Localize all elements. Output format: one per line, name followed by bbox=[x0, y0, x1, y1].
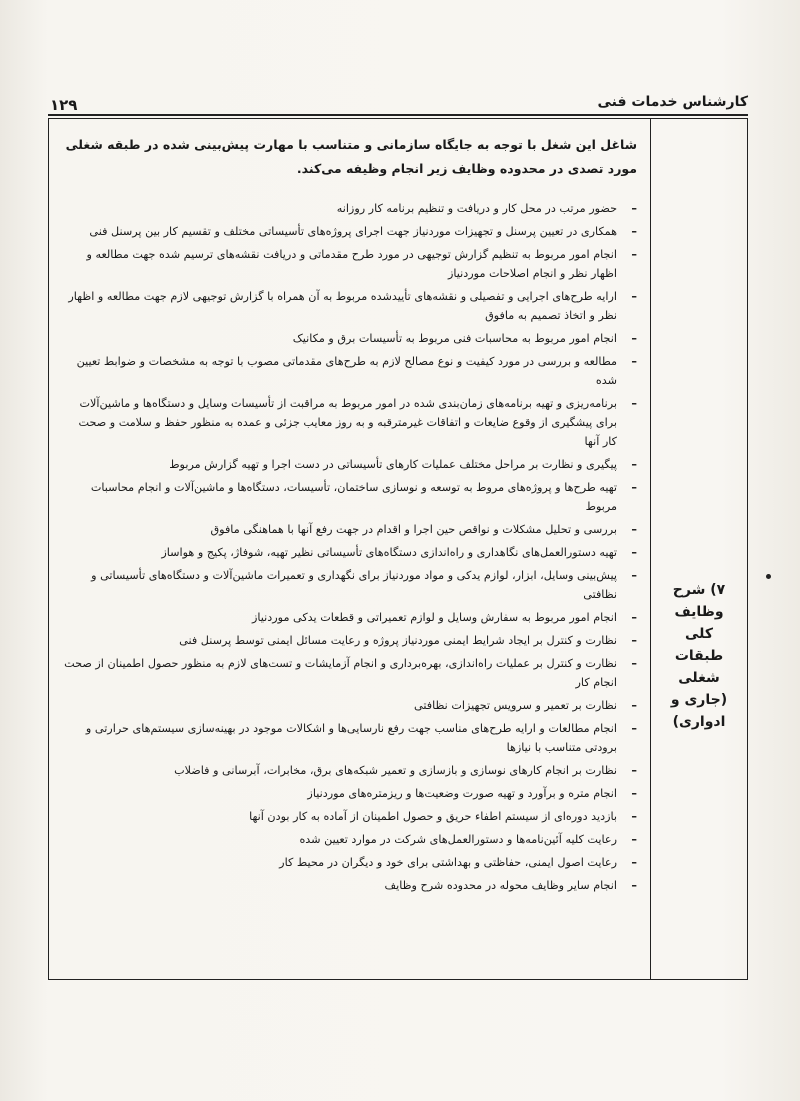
duty-text: ارایه طرح‌های اجرایی و تفصیلی و نقشه‌های تأییدشده مربوط به آن همراه با گزارش توجیهی لازم جهت مطالعه و اظهار نظر و اتخاذ تصمیم به مافوق bbox=[68, 290, 617, 322]
duty-text: انجام مطالعات و ارایه طرح‌های مناسب جهت رفع نارسایی‌ها و اشکالات موجود در بهینه‌سازی سیستم‌های حرارتی و برودتی متناسب با نیازها bbox=[85, 722, 617, 754]
duty-text: نظارت بر انجام کارهای نوسازی و بازسازی و تعمیر شبکه‌های برق، مخابرات، آبرسانی و فاضلاب bbox=[174, 764, 617, 777]
bullet-dash: – bbox=[631, 481, 637, 494]
duty-item bbox=[63, 807, 641, 826]
duty-item bbox=[63, 853, 641, 872]
duty-item bbox=[63, 455, 641, 474]
duty-item bbox=[63, 876, 641, 895]
bullet-dash: – bbox=[631, 879, 637, 892]
section-label-line: کلی bbox=[684, 626, 714, 642]
duty-text: نظارت بر تعمیر و سرویس تجهیزات نظافتی bbox=[414, 699, 617, 712]
duty-item bbox=[63, 719, 641, 757]
bullet-dash: – bbox=[631, 569, 637, 582]
duty-item bbox=[63, 199, 641, 218]
page-number: ۱۲۹ bbox=[50, 96, 78, 114]
duty-text: انجام متره و برآورد و تهیه صورت وضعیت‌ها و ریزمتره‌های موردنیاز bbox=[307, 787, 617, 800]
bullet-dash: – bbox=[631, 458, 637, 471]
duty-text: بررسی و تحلیل مشکلات و نواقص حین اجرا و اقدام در جهت رفع آنها با هماهنگی مافوق bbox=[210, 523, 617, 536]
duty-item bbox=[63, 784, 641, 803]
duty-item bbox=[63, 696, 641, 715]
bullet-dash: – bbox=[631, 611, 637, 624]
section-label-line: شغلی bbox=[678, 670, 720, 686]
duty-text: پیگیری و نظارت بر مراحل مختلف عملیات کارهای تأسیساتی در دست اجرا و تهیه گزارش مربوط bbox=[169, 458, 617, 471]
bullet-dash: – bbox=[631, 634, 637, 647]
header-rule bbox=[48, 114, 748, 116]
duties-table bbox=[48, 118, 748, 980]
duty-text: نظارت و کنترل بر عملیات راه‌اندازی، بهره‌برداری و انجام آزمایشات و تست‌های لازم به منظور حصول اطمینان از صحت انجام کار bbox=[64, 657, 617, 689]
bullet-dash: – bbox=[631, 722, 637, 735]
duty-text: بازدید دوره‌ای از سیستم اطفاء حریق و حصول اطمینان از آماده به کار بودن آنها bbox=[249, 810, 617, 823]
duties-list bbox=[63, 199, 641, 895]
duty-item bbox=[63, 329, 641, 348]
section-label-line: وظایف bbox=[674, 604, 724, 620]
bullet-dash: – bbox=[631, 764, 637, 777]
bullet-dash: – bbox=[631, 202, 637, 215]
duty-item bbox=[63, 654, 641, 692]
duties-cell bbox=[63, 133, 641, 899]
section-label bbox=[659, 579, 739, 733]
bullet-dash: – bbox=[631, 332, 637, 345]
duty-text: نظارت و کنترل بر ایجاد شرایط ایمنی موردنیاز پروژه و رعایت مسائل ایمنی توسط پرسنل فنی bbox=[179, 634, 617, 647]
duty-text: انجام سایر وظایف محوله در محدوده شرح وظایف bbox=[384, 879, 617, 892]
duty-item bbox=[63, 566, 641, 604]
duty-text: رعایت اصول ایمنی، حفاظتی و بهداشتی برای خود و دیگران در محیط کار bbox=[279, 856, 617, 869]
duty-item bbox=[63, 287, 641, 325]
column-divider bbox=[650, 119, 651, 979]
duty-text: حضور مرتب در محل کار و دریافت و تنظیم برنامه کار روزانه bbox=[336, 202, 617, 215]
duty-text: مطالعه و بررسی در مورد کیفیت و نوع مصالح لازم به طرح‌های مقدماتی مصوب با توجه به مشخصات و ضوابط تعیین شده bbox=[76, 355, 617, 387]
bullet-dash: – bbox=[631, 546, 637, 559]
bullet-dash: – bbox=[631, 657, 637, 670]
bullet-dash: – bbox=[631, 856, 637, 869]
section-label-line: (جاری و bbox=[670, 692, 728, 708]
duty-item bbox=[63, 222, 641, 241]
margin-dot bbox=[766, 574, 771, 579]
duty-text: پیش‌بینی وسایل، ابزار، لوازم یدکی و مواد موردنیاز برای نگهداری و تعمیرات ماشین‌آلات و دستگاه‌های تأسیساتی و نظافتی bbox=[91, 569, 617, 601]
duty-text: انجام امور مربوط به سفارش وسایل و لوازم تعمیراتی و قطعات یدکی موردنیاز bbox=[252, 611, 617, 624]
duty-item bbox=[63, 352, 641, 390]
duty-text: تهیه طرح‌ها و پروژه‌های مروط به توسعه و نوسازی ساختمان، تأسیسات، دستگاه‌ها و ماشین‌آلات و انجام محاسبات مربوط bbox=[90, 481, 617, 513]
duty-item bbox=[63, 608, 641, 627]
duty-item bbox=[63, 394, 641, 451]
duty-item bbox=[63, 245, 641, 283]
section-label-line: طبقات bbox=[674, 648, 724, 664]
bullet-dash: – bbox=[631, 523, 637, 536]
duty-text: همکاری در تعیین پرسنل و تجهیزات موردنیاز جهت اجرای پروژه‌های تأسیساتی مختلف و تقسیم کار بین پرسنل فنی bbox=[89, 225, 617, 238]
header-title: کارشناس خدمات فنی bbox=[597, 94, 748, 110]
section-label-line: ادواری) bbox=[672, 714, 726, 730]
duty-text: برنامه‌ریزی و تهیه برنامه‌های زمان‌بندی شده در امور مربوط به مراقبت از تأسیسات وسایل و دستگاه‌ها و ماشین‌آلات برای پیشگیری از وقوع ضایعات و اتفاقات غیرمترقبه و به روز معایب جزئی و عمده به منظور حفظ و سلامت و صحت کار آنها bbox=[78, 397, 617, 448]
duty-item bbox=[63, 830, 641, 849]
duty-item bbox=[63, 520, 641, 539]
duty-item bbox=[63, 631, 641, 650]
duty-item bbox=[63, 543, 641, 562]
section-label-line: ۷) شرح bbox=[672, 582, 726, 598]
bullet-dash: – bbox=[631, 699, 637, 712]
intro-paragraph: شاغل این شغل با توجه به جایگاه سازمانی و متناسب با مهارت پیش‌بینی شده در طبقه شغلی مورد تصدی در محدوده وظایف زیر انجام وظیفه می‌کند. bbox=[65, 137, 637, 176]
duty-text: تهیه دستورالعمل‌های نگاهداری و راه‌اندازی دستگاه‌های تأسیساتی نظیر تهیه، شوفاژ، پکیج و هواساز bbox=[161, 546, 617, 559]
bullet-dash: – bbox=[631, 290, 637, 303]
bullet-dash: – bbox=[631, 355, 637, 368]
bullet-dash: – bbox=[631, 810, 637, 823]
bullet-dash: – bbox=[631, 787, 637, 800]
duty-text: رعایت کلیه آئین‌نامه‌ها و دستورالعمل‌های شرکت در موارد تعیین شده bbox=[299, 833, 617, 846]
bullet-dash: – bbox=[631, 833, 637, 846]
duty-item bbox=[63, 478, 641, 516]
bullet-dash: – bbox=[631, 397, 637, 410]
bullet-dash: – bbox=[631, 225, 637, 238]
duty-text: انجام امور مربوط به تنظیم گزارش توجیهی در مورد طرح مقدماتی و دریافت نقشه‌های ترسیم شده جهت مطالعه و اظهار نظر و انجام اصلاحات موردنیاز bbox=[86, 248, 617, 280]
duty-text: انجام امور مربوط به محاسبات فنی مربوط به تأسیسات برق و مکانیک bbox=[292, 332, 617, 345]
bullet-dash: – bbox=[631, 248, 637, 261]
duty-item bbox=[63, 761, 641, 780]
